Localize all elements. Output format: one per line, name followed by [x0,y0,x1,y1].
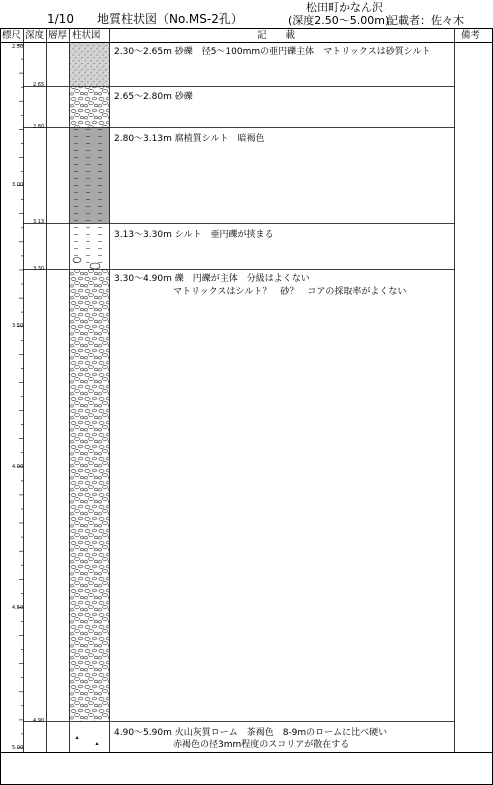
scale-label-5.00: 5.00 [12,745,24,751]
column-header-description: 記 載 [257,30,296,41]
scale-label-2.50: 2.50 [12,44,24,50]
column-header-depth: 深度 [25,30,45,41]
column-header-scale: 標尺 [2,30,22,41]
layer-description-2: 2.65～2.80m 砂礫 [114,92,193,102]
scale-ratio: 1/10 [47,12,74,26]
layer-description-3: 2.80～3.13m 腐植質シルト 暗褐色 [114,134,265,144]
depth-label-3.13: 3.13 [33,219,45,225]
scale-label-4.50: 4.50 [12,605,24,611]
scale-label-3.00: 3.00 [12,182,24,188]
layer-description-6: 4.90～5.90m 火山灰質ローム 茶褐色 8-9mのロームに比べ硬い [114,728,388,738]
depth-label-3.30: 3.30 [33,266,45,272]
location: 松田町かなん沢 [306,1,383,14]
layer-description-5: 3.30～4.90m 礫 円礫が主体 分級はよくない [114,274,310,284]
depth-label-4.90: 4.90 [33,718,45,724]
depth-label-2.65: 2.65 [33,82,45,88]
depth-label-2.80: 2.80 [33,124,45,130]
scale-label-4.00: 4.00 [12,464,24,470]
depth-range: (深度2.50～5.00m) [288,14,390,27]
scale-label-3.50: 3.50 [12,323,24,329]
layer-description-1: 2.30～2.65m 砂礫 径5～100mmの亜円礫主体 マトリックスは砂質シルト [114,47,431,57]
column-header-thickness: 層厚 [48,30,68,41]
layer-description-5-cont: マトリックスはシルト？ 砂？ コアの採取率がよくない [173,287,407,297]
column-header-remarks: 備考 [461,30,481,41]
column-header-column: 柱状図 [72,30,101,41]
layer-description-4: 3.13～3.30m シルト 亜円礫が挟まる [114,230,274,240]
layer-description-6-cont: 赤褐色の径3mm程度のスコリアが散在する [173,740,350,750]
page-title: 地質柱状図（No.MS-2孔） [97,12,243,26]
author: 記載者：佐々木 [387,14,464,27]
